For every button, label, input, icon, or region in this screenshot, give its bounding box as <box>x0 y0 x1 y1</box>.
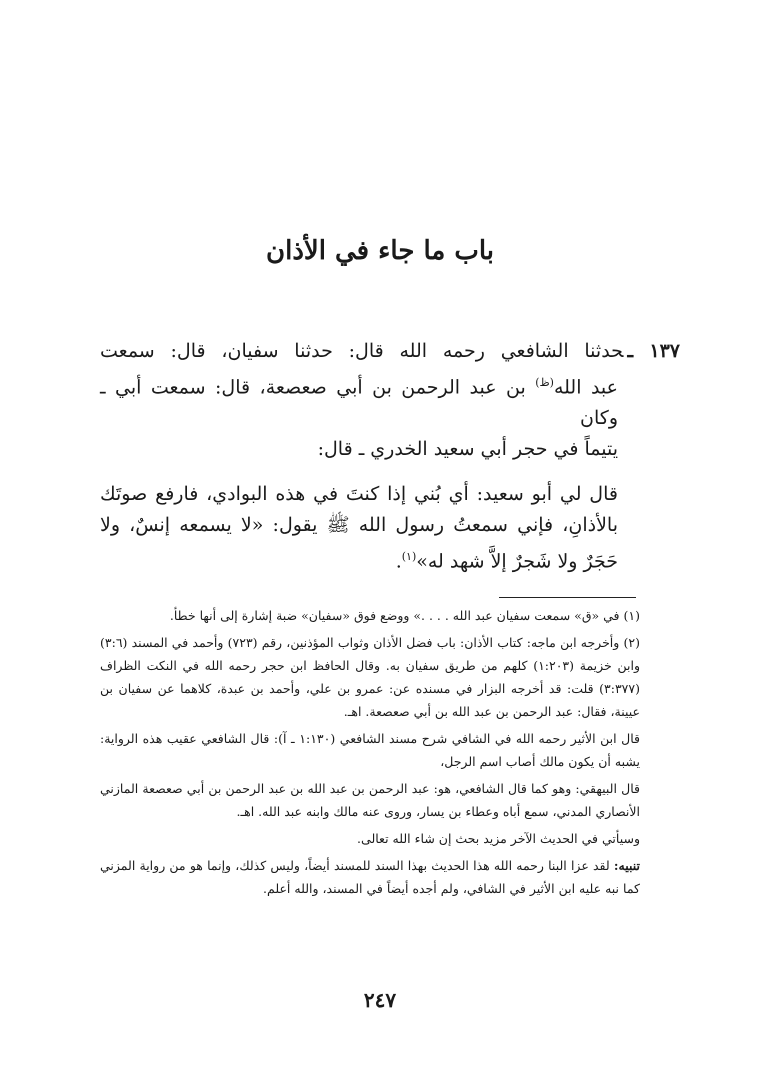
footnote-later: وسيأتي في الحديث الآخر مزيد بحث إن شاء الله تعالى. <box>357 831 640 846</box>
hadith-quote <box>100 479 680 577</box>
hadith-number: ١٣٧ ـ <box>627 340 680 362</box>
hadith-line-2a: عبد الله <box>553 376 618 399</box>
notice-label: تنبيه: <box>613 858 640 873</box>
hadith-block <box>100 336 680 578</box>
footnotes <box>100 604 640 904</box>
chapter-heading: باب ما جاء في الأذان <box>266 236 494 266</box>
quote-text: قال لي أبو سعيد: أي بُني إذا كنتَ في هذه البوادي، فارفع صوتَك بالأذانِ، فإني سمعتُ رسول الله ﷺ يقول: «لا يسمعه إنسٌ، ولا حَجَرٌ ولا شَجرٌ إلاَّ شهد له» <box>100 483 618 573</box>
footnote-2: (٢) وأخرجه ابن ماجه: كتاب الأذان: باب فضل الأذان وثواب المؤذنين، رقم (٧٢٣) وأحمد في المسند (٣:٦) وابن خزيمة (١:٢٠٣) كلهم من طريق سفيان به. وقال الحافظ ابن حجر رحمه الله في النكت الظراف (٣:٣٧٧) قلت: قد أخرجه البزار في مسنده عن: عمرو بن علي، وأحمد بن عبدة، كلاهما عن سفيان بن عيينة، فقال: عبد الرحمن بن عبد الله بن أبي صعصعة. اهـ. <box>100 635 640 719</box>
footnote-ref: (١) <box>401 550 417 564</box>
footnote-1: (١) في «ق» سمعت سفيان عبد الله . . . .» ووضع فوق «سفيان» ضبة إشارة إلى أنها خطأ. <box>169 608 640 623</box>
notice-text: لقد عزا البنا رحمه الله هذا الحديث بهذا السند للمسند أيضاً، وليس كذلك، وإنما هو من رواية المزني كما نبه عليه ابن الأثير في الشافي، ولم أجده أيضاً في المسند، والله أعلم. <box>100 858 640 896</box>
quote-end: . <box>395 550 402 573</box>
footnote-bayhaqi: قال البيهقي: وهو كما قال الشافعي، هو: عبد الرحمن بن عبد الله بن عبد الرحمن بن أبي صعصعة المازني الأنصاري المدني، سمع أباه وعطاء بن يسار، وروى عنه مالك وابنه عبد الله. اهـ. <box>100 781 640 819</box>
footnote-notice <box>100 854 640 900</box>
hadith-line-1: حدثنا الشافعي رحمه الله قال: حدثنا سفيان، قال: سمعت <box>100 340 624 362</box>
page-number: ٢٤٧ <box>363 988 397 1012</box>
hadith-continuation <box>100 367 680 465</box>
footnote-ibn-athir: قال ابن الأثير رحمه الله في الشافي شرح مسند الشافعي (١:١٣٠ ـ آ): قال الشافعي عقيب هذه الرواية: يشبه أن يكون مالك أصاب اسم الرجل، <box>100 731 640 769</box>
hadith-first-line <box>100 336 680 367</box>
hadith-line-3: يتيماً في حجر أبي سعيد الخدري ـ قال: <box>317 438 618 461</box>
footnote-divider <box>499 597 636 598</box>
hadith-line-2b: بن عبد الرحمن بن أبي صعصعة، قال: سمعت أبي ـ وكان <box>100 376 618 430</box>
manuscript-marker: (ظ) <box>535 376 554 389</box>
